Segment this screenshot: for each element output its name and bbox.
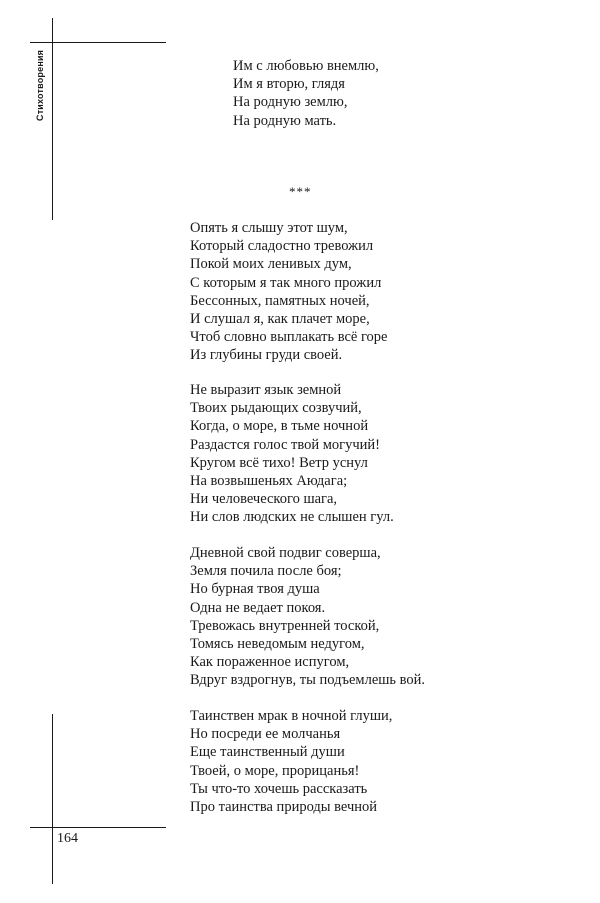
section-separator: *** (289, 184, 312, 199)
verse-line: Бессонных, памятных ночей, (190, 292, 370, 309)
verse-line: Им с любовью внемлю, (233, 58, 379, 74)
verse-line: Из глубины груди своей. (190, 347, 343, 364)
verse-line: Таинствен мрак в ночной глуши, (190, 708, 393, 724)
verse-line: Ты что-то хочешь рассказать (190, 780, 368, 797)
verse-line: Когда, о море, в тьме ночной (190, 418, 369, 435)
stanza-1 (190, 219, 388, 365)
running-head: Стихотворения (35, 50, 45, 122)
verse-line: И слушал я, как плачет море, (190, 311, 370, 328)
top-horizontal-rule (30, 42, 166, 43)
verse-line: Но посреди ее молчанья (190, 726, 341, 743)
verse-line: Опять я слышу этот шум, (190, 220, 348, 236)
verse-line: Ни человеческого шага, (190, 491, 338, 508)
verse-line: Кругом всё тихо! Ветр уснул (190, 454, 368, 471)
verse-line: Не выразит язык земной (190, 382, 342, 398)
stanza-top (233, 57, 379, 130)
verse-line: Твоей, о море, прорицанья! (190, 762, 360, 779)
verse-line: Земля почила после боя; (190, 563, 342, 580)
verse-line: С которым я так много прожил (190, 274, 382, 291)
stanza-2 (190, 381, 394, 527)
verse-line: Ни слов людских не слышен гул. (190, 509, 394, 526)
verse-line: Томясь неведомым недугом, (190, 636, 365, 653)
verse-line: Про таинства природы вечной (190, 799, 378, 816)
page-number: 164 (57, 831, 78, 846)
verse-line: Чтоб словно выплакать всё горе (190, 329, 388, 346)
verse-line: Дневной свой подвиг соверша, (190, 545, 381, 561)
verse-line: Тревожась внутренней тоской, (190, 617, 380, 634)
verse-line: Вдруг вздрогнув, ты подъемлешь вой. (190, 672, 426, 689)
verse-line: На возвышеньях Аюдага; (190, 473, 348, 490)
stanza-3 (190, 544, 425, 690)
verse-line: Как пораженное испугом, (190, 654, 350, 671)
verse-line: На родную мать. (233, 112, 337, 129)
verse-line: Одна не ведает покоя. (190, 599, 326, 616)
verse-line: Раздастся голос твой могучий! (190, 436, 380, 453)
verse-line: Еще таинственный души (190, 744, 345, 761)
verse-line: Покой моих ленивых дум, (190, 256, 352, 273)
verse-line: На родную землю, (233, 94, 348, 111)
bottom-horizontal-rule (30, 827, 166, 828)
top-vertical-rule (52, 18, 53, 220)
bottom-vertical-rule (52, 714, 53, 884)
verse-line: Твоих рыдающих созвучий, (190, 400, 362, 417)
verse-line: Который сладостно тревожил (190, 238, 374, 255)
verse-line: Но бурная твоя душа (190, 581, 320, 598)
verse-line: Им я вторю, глядя (233, 76, 345, 93)
stanza-4 (190, 707, 392, 816)
